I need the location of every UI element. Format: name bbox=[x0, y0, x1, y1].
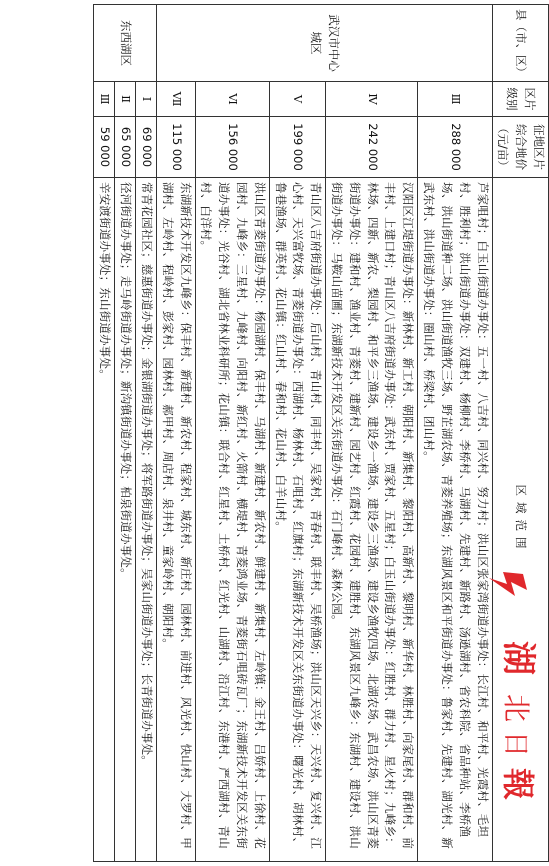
level-cell: Ⅰ bbox=[136, 82, 157, 117]
price-cell: 65 000 bbox=[115, 117, 136, 178]
range-cell: 常青花园社区；慈惠街道办事处；金银湖街道办事处；将军路街道办事处；吴家山街道办事处；长青街道办事处。 bbox=[136, 178, 157, 862]
level-cell: Ⅴ bbox=[269, 82, 325, 117]
header-level: 区片级别 bbox=[492, 82, 548, 117]
level-cell: Ⅵ bbox=[195, 82, 269, 117]
table-row bbox=[94, 5, 115, 862]
table-row bbox=[195, 5, 269, 862]
price-cell: 242 000 bbox=[326, 117, 418, 178]
price-cell: 156 000 bbox=[195, 117, 269, 178]
range-cell: 径河街道办事处；走马岭街道办事处；新沟镇街道办事处；柏泉街道办事处。 bbox=[115, 178, 136, 862]
price-cell: 199 000 bbox=[269, 117, 325, 178]
table-row bbox=[418, 5, 492, 862]
level-cell: Ⅶ bbox=[156, 82, 195, 117]
price-cell: 59 000 bbox=[94, 117, 115, 178]
logo-text-hu: 湖 bbox=[498, 641, 538, 675]
county-cell: 武汉市中心城区 bbox=[156, 5, 492, 82]
price-cell: 115 000 bbox=[156, 117, 195, 178]
range-cell: 辛安渡街道办事处；东山街道办事处。 bbox=[94, 178, 115, 862]
range-cell: 芦家咀村；白玉山街道办事处：五一村、八吉村、同兴村、努力村；洪山区张家湾街道办事处：长江村、和平村、光霞村、毛坦村、胜利村；洪山街道办事处：双建村、杨柳村、李桥村、马湖村、先建村、新路村、汤逊湖村、省农科院、省品种站、李桥渔场、洪山街道种二场、洪山街道渔牧三场、野芷湖农场、青菱养殖场；东湖风景区和平街道办事处：鲁家村、先建村、湖光村、新武东村、洪山街道办事处：圈山村、桥梁村、团山村。 bbox=[418, 178, 492, 862]
price-cell: 288 000 bbox=[418, 117, 492, 178]
level-cell: Ⅳ bbox=[326, 82, 418, 117]
logo-mark-icon bbox=[489, 572, 527, 596]
range-cell: 东湖新技术开发区九峰乡：保丰村、新建村、新农村、程家村、城东村、新庄村、园林村、前进村、风光村、快山村、大罗村、甲湖村、左岭村、程岭村、彭家村、园林村、郝甲村、周店村、泉井村、童家岭村、朝阳村。 bbox=[156, 178, 195, 862]
price-cell: 69 000 bbox=[136, 117, 157, 178]
range-cell: 洪山区青菱街道办事处：杨园湖村、保丰村、马湖村、新建村、新农村、鲜建村、新集村、左岭镇：金王村、吕娇村、上徐村、花园村、九峰乡：三星村、九峰村、向阳村、新红村、火箭村、横堤村、青菱鸿业场、青菱街石咀砖瓦厂；东湖新技术开发区关东街道办事处：光谷村、湖北省林业科研所；花山镇：联合村、红星村、土桥村、红光村、山湖村、沿江村、东港村、严西湖村、青山村、白洋村。 bbox=[195, 178, 269, 862]
level-cell: Ⅱ bbox=[115, 82, 136, 117]
level-cell: Ⅲ bbox=[94, 82, 115, 117]
table-row bbox=[115, 5, 136, 862]
county-cell: 东西湖区 bbox=[94, 5, 156, 82]
logo-text-ri: 日 bbox=[500, 730, 530, 758]
level-cell: Ⅲ bbox=[418, 82, 492, 117]
table-row bbox=[326, 5, 418, 862]
land-price-table bbox=[94, 4, 549, 862]
hubei-daily-logo bbox=[485, 568, 538, 801]
range-cell: 青山区八吉府街道办事处：后山村、青山村、同丰村、吴家村、青春村、联丰村、吴桥渔场；洪山区天兴乡：天兴村、复兴村、江心村、天兴富牧场、青菱街道办事处：西湖村、杨林村、石咀村、红旗村；东湖新技术开发区关东街道办事处：曙光村、胡林村、鲁巷渔场、群英村、花山镇：红山村、春和村、花山村、白羊山村。 bbox=[269, 178, 325, 862]
range-cell: 汉阳区江堤街道办事处：新林村、新工村、朝阳村、新集村、黎阳村、高新村、黎明村、新华村、林胜村、向家尾村、群和村、前丰村、上建口村；青山区八吉府街道办事处：武东村、贾家村、五星村；白玉山街道办事处：红胜村、群力村、星火村；九峰乡：林场、四新、新农、梨园村、和平乡三渔场、建设乡一渔场、建设乡三渔场、建设乡渔牧四场、北湖农场、武昌农场、洪山区青菱街道办事处：建和村、渔业村、青菱村、建新村、园艺村、红霞村、花园村、建胜村、东湖风景区九峰乡：东湖村、建设村、洪山街道办事处：马鞍山苗圃；东湖新技术开发区关东街道办事处：石门峰村、森林公园。 bbox=[326, 178, 418, 862]
logo-text-bei: 北 bbox=[500, 693, 533, 723]
logo-text-bao: 報 bbox=[499, 767, 537, 801]
header-county: 县（市、区） bbox=[492, 5, 548, 82]
header-range: 区域范围 bbox=[492, 178, 548, 862]
header-price: 征地区片综合地价（元/亩） bbox=[492, 117, 548, 178]
table-row bbox=[269, 5, 325, 862]
table-row bbox=[156, 5, 195, 862]
table-row bbox=[136, 5, 157, 862]
